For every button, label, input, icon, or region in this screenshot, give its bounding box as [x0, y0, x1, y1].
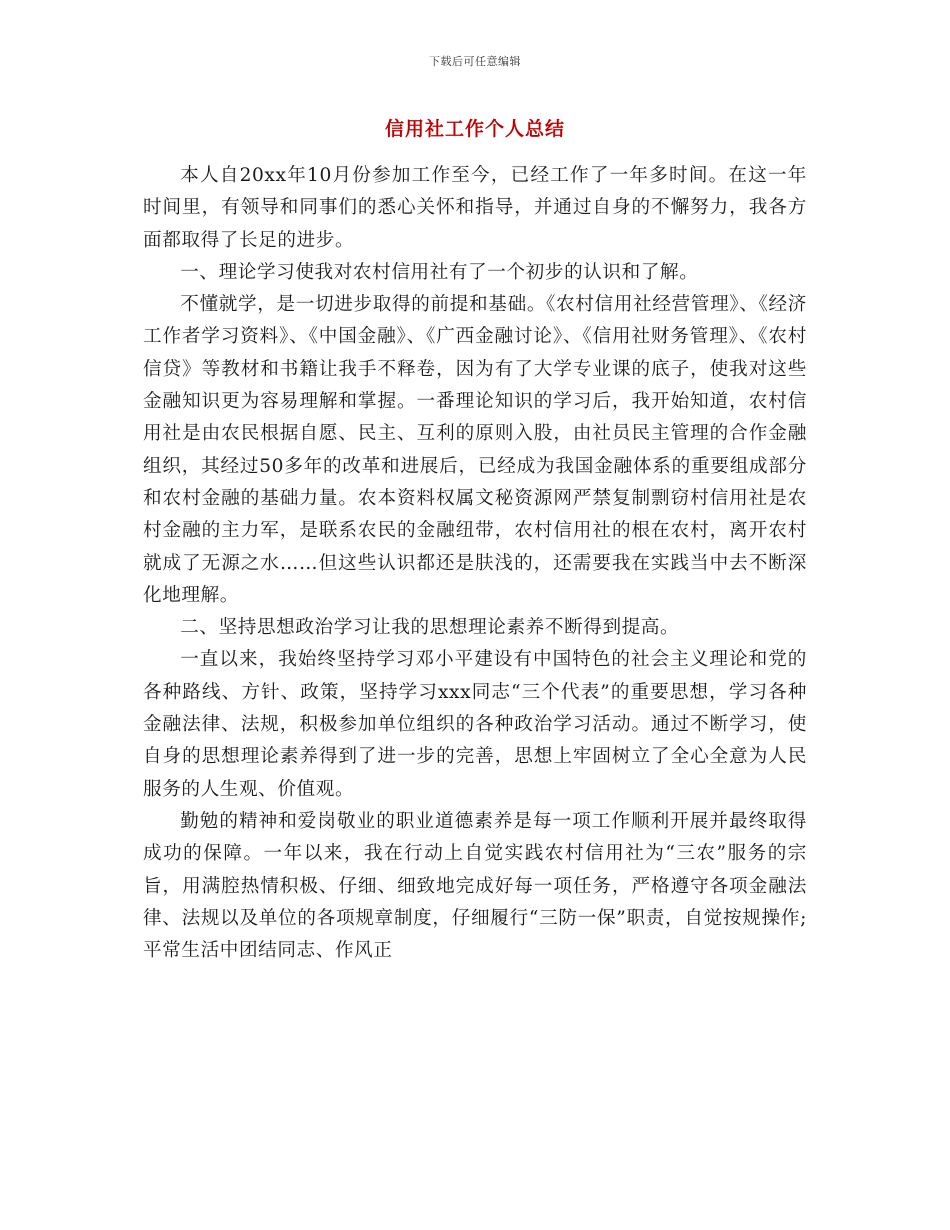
- section-heading: 一、理论学习使我对农村信用社有了一个初步的认识和了解。: [180, 261, 699, 283]
- paragraph: 一直以来，我始终坚持学习邓小平建设有中国特色的社会主义理论和党的各种路线、方针、政策，坚持学习xxx同志“三个代表”的重要思想，学习各种金融法律、法规，积极参加单位组织的各种政治学习活动。通过不断学习，使自身的思想理论素养得到了进一步的完善，思想上牢固树立了全心全意为人民服务的人生观、价值观。: [143, 649, 807, 800]
- paragraph: 不懂就学，是一切进步取得的前提和基础。《农村信用社经营管理》、《经济工作者学习资料》、《中国金融》、《广西金融讨论》、《信用社财务管理》、《农村信贷》等教材和书籍让我手不释卷，因为有了大学专业课的底子，使我对这些金融知识更为容易理解和掌握。一番理论知识的学习后，我开始知道，农村信用社是由农民根据自愿、民主、互利的原则入股，由社员民主管理的合作金融组织，其经过50多年的改革和进展后，已经成为我国金融体系的重要组成部分和农村金融的基础力量。农本资料权属文秘资源网严禁复制剽窃村信用社是农村金融的主力军，是联系农民的金融纽带，农村信用社的根在农村，离开农村就成了无源之水……但这些认识都还是肤浅的，还需要我在实践当中去不断深化地理解。: [143, 294, 807, 606]
- header-note: 下载后可任意编辑: [429, 55, 521, 68]
- document-body: [143, 160, 807, 967]
- paragraph: 勤勉的精神和爱岗敬业的职业道德素养是每一项工作顺利开展并最终取得成功的保障。一年以来，我在行动上自觉实践农村信用社为“三农”服务的宗旨，用满腔热情积极、仔细、细致地完成好每一项任务，严格遵守各项金融法律、法规以及单位的各项规章制度，仔细履行“三防一保”职责，自觉按规操作;平常生活中团结同志、作风正: [143, 810, 807, 962]
- section-heading: 二、坚持思想政治学习让我的思想理论素养不断得到提高。: [180, 617, 680, 639]
- document-title: 信用社工作个人总结: [384, 118, 565, 140]
- paragraph: 本人自20xx年10月份参加工作至今，已经工作了一年多时间。在这一年时间里，有领导和同事们的悉心关怀和指导，并通过自身的不懈努力，我各方面都取得了长足的进步。: [143, 165, 807, 251]
